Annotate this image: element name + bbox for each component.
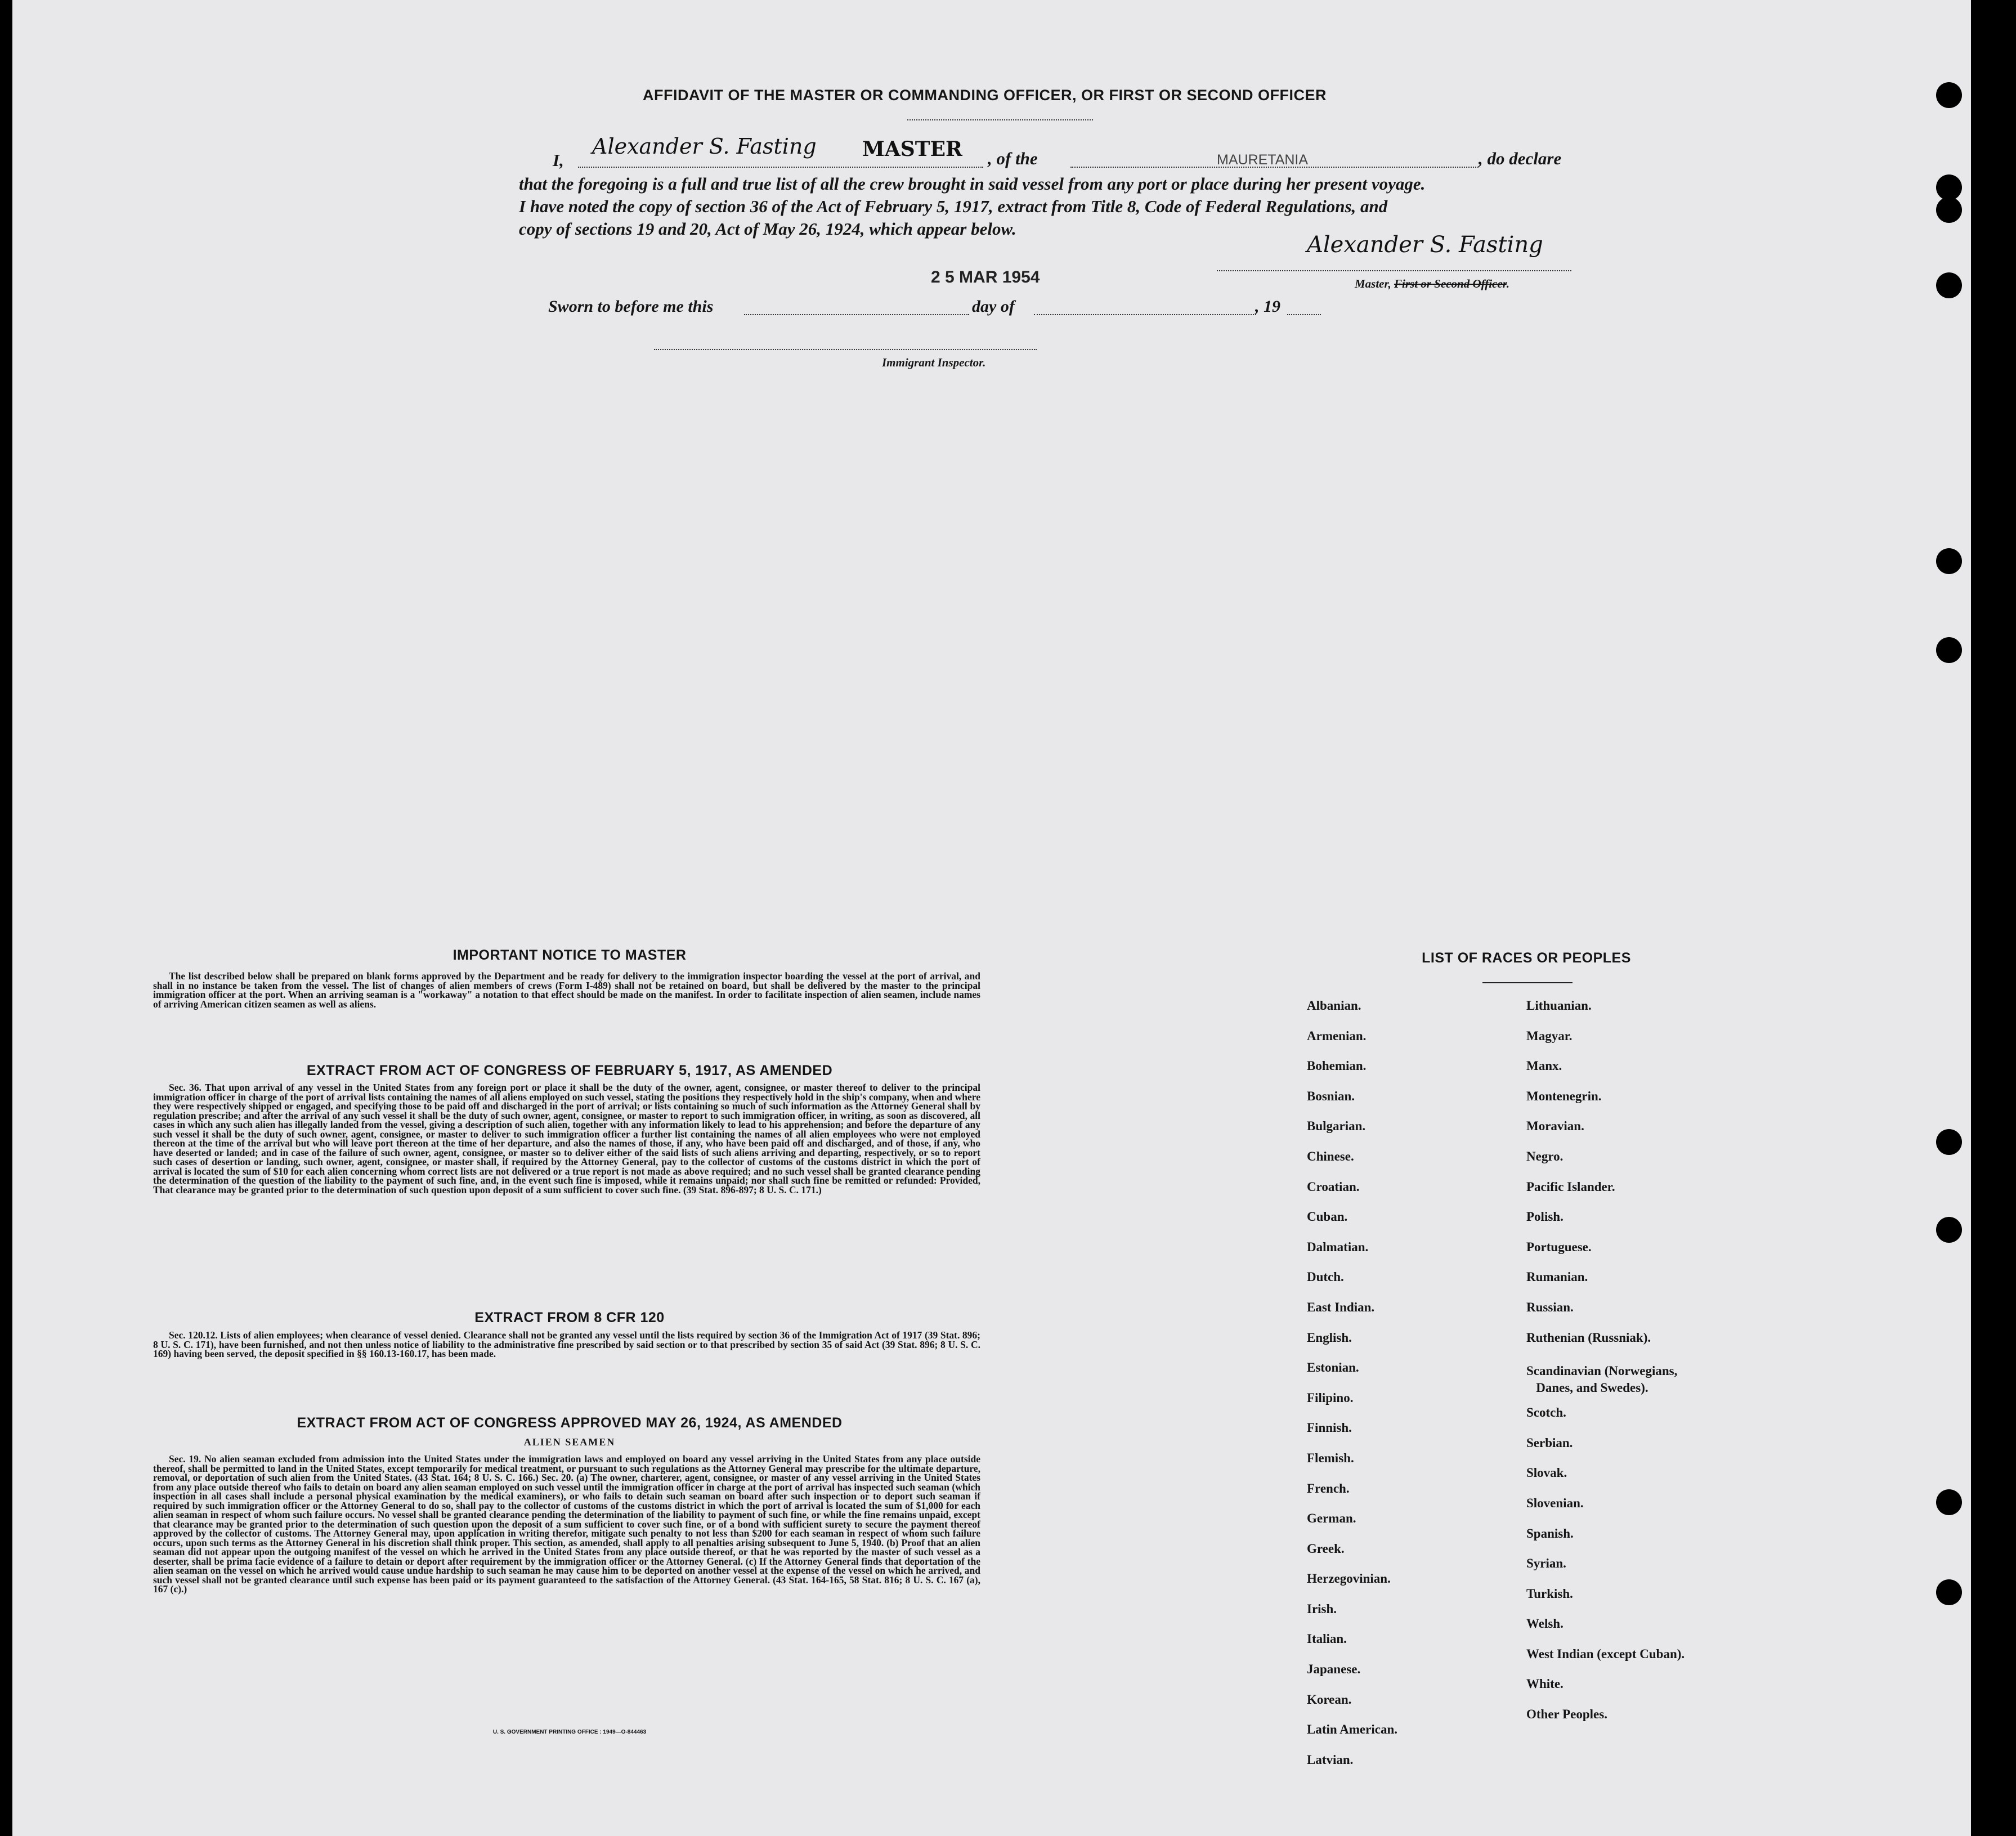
sworn-month-rule bbox=[1034, 314, 1256, 315]
punch-hole bbox=[1936, 548, 1962, 574]
race-item: Lithuanian. bbox=[1526, 998, 1592, 1013]
notice-title: IMPORTANT NOTICE TO MASTER bbox=[453, 947, 687, 963]
extract-cfr-title: EXTRACT FROM 8 CFR 120 bbox=[474, 1310, 665, 1325]
race-item: Spanish. bbox=[1526, 1526, 1574, 1541]
race-item: Ruthenian (Russniak). bbox=[1526, 1330, 1651, 1345]
extract-1924-subtitle: ALIEN SEAMEN bbox=[523, 1436, 616, 1448]
race-item: Filipino. bbox=[1307, 1390, 1354, 1405]
signature-rule bbox=[1217, 270, 1571, 271]
race-item: White. bbox=[1526, 1677, 1563, 1691]
punch-hole bbox=[1936, 637, 1962, 663]
race-item: Scandinavian (Norwegians, Danes, and Swedes). bbox=[1526, 1364, 1678, 1395]
race-item: English. bbox=[1307, 1330, 1352, 1345]
race-item: Other Peoples. bbox=[1526, 1707, 1607, 1722]
race-item: Negro. bbox=[1526, 1149, 1563, 1163]
extract-1917-text: Sec. 36. That upon arrival of any vessel in the United States from any foreign port or place it shall be the duty of the owner, agent, consignee, or master thereof to deliver to the principal immigration officer in charge of the port of arrival lists containing the names of all aliens employed on such vessel, stating the positions they respectively hold in the ship's company, when and where they were respectively shipped or engaged, and specifying those to be paid off and discharged in the port of arrival; or lists containing so much of such information as the Attorney General shall by regulation prescribe; and after the arrival of any such vessel it shall be the duty of such owner, agent, consignee, or master to report to such immigration officer, in writing, as soon as discovered, all cases in which any such alien has illegally landed from the vessel, giving a description of such alien, together with any information likely to lead to his apprehension; and before the departure of any such vessel it shall be the duty of such owner, agent, consignee, or master to deliver to such immigration officer a further list containing the names of all alien employees who were not employed thereon at the time of the arrival but who will leave port thereon at the time of her departure, and also the names of those, if any, who have been paid off and discharged, and of those, if any, who have deserted or landed; and in case of the failure of such owner, agent, consignee, or master so to deliver either of the said lists of such aliens arriving and departing, respectively, or so to report such cases of desertion or landing, such owner, agent, consignee, or master shall, if required by the Attorney General, pay to the collector of customs of the customs district in which the port of arrival is located the sum of $10 for each alien concerning whom correct lists are not delivered or a true report is not made as above required; and no such vessel shall be granted clearance pending the determination of the question of the liability to the payment of such fine, and, in the event such fine is imposed, while it remains unpaid; nor shall such fine be remitted or refunded: Provided, That clearance may be granted prior to the determination of such question upon deposit of a sum sufficient to cover such fine. (39 Stat. 896-897; 8 U. S. C. 171.) bbox=[153, 1082, 980, 1195]
inspector-caption: Immigrant Inspector. bbox=[882, 356, 986, 369]
affidavit-title: AFFIDAVIT OF THE MASTER OR COMMANDING OFFICER, OR FIRST OR SECOND OFFICER bbox=[643, 87, 1327, 104]
race-item: Manx. bbox=[1526, 1059, 1562, 1073]
notice-text: The list described below shall be prepared on blank forms approved by the Department and be ready for delivery to the immigration inspector boarding the vessel at the port of arrival, and shall in no instance be taken from the vessel. The list of changes of alien members of crews (Form I-489) shall not be retained on board, but shall be delivered by the master to the principal immigration officer at the port. When an arriving seaman is a "workaway" a notation to that effect should be made on the manifest. In order to facilitate inspection of alien seamen, include names of arriving American citizen seamen as well as aliens. bbox=[153, 970, 980, 1010]
race-item: Chinese. bbox=[1307, 1149, 1354, 1163]
race-item: Armenian. bbox=[1307, 1028, 1367, 1043]
race-item: Finnish. bbox=[1307, 1421, 1352, 1435]
races-title-rule bbox=[1482, 982, 1573, 983]
races-right-column bbox=[1526, 998, 1685, 1738]
race-item: Latvian. bbox=[1307, 1752, 1354, 1767]
sworn-prefix: Sworn to before me this bbox=[548, 297, 714, 316]
race-item: Bohemian. bbox=[1307, 1059, 1367, 1073]
sworn-year-rule bbox=[1287, 314, 1321, 315]
punch-hole bbox=[1936, 1489, 1962, 1515]
line1-mid: , of the bbox=[988, 149, 1038, 168]
line1-suffix: , do declare bbox=[1479, 149, 1562, 168]
race-item: Dalmatian. bbox=[1307, 1239, 1369, 1254]
extract-1924-text: Sec. 19. No alien seaman excluded from admission into the United States under the immigration laws and employed on board any vessel arriving in the United States from any place outside thereof, shall be permitted to land in the United States, except temporarily for medical treatment, or pursuant to such regulations as the Attorney General may prescribe for the ultimate departure, removal, or deportation of such alien from the United States. (43 Stat. 164; 8 U. S. C. 166.) Sec. 20. (a) The owner, charterer, agent, consignee, or master of any vessel arriving in the United States from any place outside thereof who fails to detain on board any alien seaman employed on such vessel until the immigration officer in charge at the port of arrival has inspected such seaman (which inspection in all cases shall include a personal physical examination by the medical examiners), or who fails to detain such seaman on board after such inspection or to deport such seaman if required by such immigration officer or the Attorney General to do so, shall pay to the collector of customs of the customs district in which the port of arrival is located the sum of $1,000 for each alien seaman in respect of whom such failure occurs. No vessel shall be granted clearance pending the determination of the liability to payment of such fine, or while the fine remains unpaid, except that clearance may be granted prior to the determination of such question upon the deposit of a sum sufficient to cover such fine, or of a bond with sufficient surety to secure the payment thereof approved by the collector of customs. The Attorney General may, upon application in writing therefor, mitigate such penalty to not less than $200 for each seaman in respect of whom such failure occurs, upon such terms as the Attorney General in his discretion shall think proper. This section, as amended, shall apply to all penalties arising subsequent to June 5, 1940. (b) Proof that an alien seaman did not appear upon the outgoing manifest of the vessel on which he arrived in the United States from any place outside thereof, or that he was reported by the master of such vessel as a deserter, shall be prima facie evidence of a failure to detain or deport after requirement by the immigration officer or the Attorney General. (c) If the Attorney General finds that deportation of the alien seaman on the vessel on which he arrived would cause undue hardship to such seaman he may cause him to be deported on another vessel at the expense of the vessel on which he arrived, and such vessel shall not be granted clearance until such expense has been paid or its payment guaranteed to the satisfaction of the Attorney General. (43 Stat. 164-165, 58 Stat. 816; 8 U. S. C. 167 (a), 167 (c).) bbox=[153, 1453, 980, 1595]
race-item: German. bbox=[1307, 1511, 1356, 1526]
caption-end: . bbox=[1506, 277, 1509, 290]
signature-caption bbox=[1355, 277, 1509, 291]
race-item: Rumanian. bbox=[1526, 1270, 1588, 1284]
race-item: Korean. bbox=[1307, 1692, 1352, 1707]
race-item: Slovak. bbox=[1526, 1466, 1567, 1480]
race-item: Moravian. bbox=[1526, 1119, 1584, 1134]
affidavit-line-2: that the foregoing is a full and true list of all the crew brought in said vessel from any port or place during her present voyage. bbox=[519, 174, 1426, 194]
race-item: Serbian. bbox=[1526, 1435, 1573, 1450]
race-item: Welsh. bbox=[1526, 1616, 1563, 1631]
race-item: Montenegrin. bbox=[1526, 1089, 1602, 1103]
extract-1917-title: EXTRACT FROM ACT OF CONGRESS OF FEBRUARY 5, 1917, AS AMENDED bbox=[306, 1063, 833, 1078]
race-item: Herzegovinian. bbox=[1307, 1571, 1391, 1586]
master-signature: Alexander S. Fasting bbox=[1307, 232, 1543, 258]
race-item: East Indian. bbox=[1307, 1300, 1375, 1314]
line1-prefix: I, bbox=[553, 150, 564, 170]
race-item: Magyar. bbox=[1526, 1028, 1573, 1043]
document-page bbox=[12, 0, 1971, 1836]
race-item: Cuban. bbox=[1307, 1210, 1348, 1224]
caption-master: Master, bbox=[1355, 277, 1391, 290]
race-item: Dutch. bbox=[1307, 1270, 1344, 1284]
affidavit-line-3: I have noted the copy of section 36 of the Act of February 5, 1917, extract from Title 8, Code of Federal Regulations, and bbox=[519, 196, 1388, 216]
rank-handwritten: MASTER bbox=[862, 137, 962, 161]
punch-hole bbox=[1936, 272, 1962, 298]
sworn-day: day of bbox=[972, 297, 1015, 316]
race-item: Syrian. bbox=[1526, 1556, 1566, 1571]
date-stamp: 2 5 MAR 1954 bbox=[931, 268, 1040, 286]
race-item: Latin American. bbox=[1307, 1722, 1397, 1737]
master-name-handwritten: Alexander S. Fasting bbox=[592, 134, 817, 159]
race-item: Croatian. bbox=[1307, 1179, 1360, 1194]
race-item: Bosnian. bbox=[1307, 1089, 1355, 1103]
race-item: French. bbox=[1307, 1481, 1350, 1495]
race-item: Pacific Islander. bbox=[1526, 1179, 1615, 1194]
sworn-year: , 19 bbox=[1255, 297, 1280, 316]
inspector-rule bbox=[654, 349, 1037, 350]
affidavit-line-4: copy of sections 19 and 20, Act of May 26, 1924, which appear below. bbox=[519, 219, 1016, 239]
race-item: Japanese. bbox=[1307, 1662, 1361, 1677]
punch-hole bbox=[1936, 197, 1962, 223]
extract-1924-title: EXTRACT FROM ACT OF CONGRESS APPROVED MAY 26, 1924, AS AMENDED bbox=[297, 1415, 843, 1431]
race-item: Irish. bbox=[1307, 1601, 1337, 1616]
race-item: Turkish. bbox=[1526, 1586, 1573, 1601]
race-item: Bulgarian. bbox=[1307, 1119, 1366, 1134]
race-item: Albanian. bbox=[1307, 998, 1361, 1013]
race-item: Polish. bbox=[1526, 1210, 1563, 1224]
race-item: Russian. bbox=[1526, 1300, 1574, 1314]
title-rule bbox=[907, 119, 1093, 120]
race-item: West Indian (except Cuban). bbox=[1526, 1646, 1685, 1661]
sworn-day-rule bbox=[744, 314, 969, 315]
race-item: Estonian. bbox=[1307, 1360, 1359, 1375]
punch-hole bbox=[1936, 1579, 1962, 1605]
races-left-column bbox=[1307, 998, 1397, 1783]
race-item: Slovenian. bbox=[1526, 1495, 1584, 1510]
name-rule bbox=[578, 167, 983, 168]
race-item: Flemish. bbox=[1307, 1450, 1354, 1465]
extract-cfr-text: Sec. 120.12. Lists of alien employees; when clearance of vessel denied. Clearance shall not be granted any vessel until the lists required by section 36 of the Immigration Act of 1917 (39 Stat. 896; 8 U. S. C. 171), have been furnished, and not then unless notice of liability to the administrative fine prescribed by said section or to that prescribed by section 35 of said Act (39 Stat. 896; 8 U. S. C. 169) having been served, the deposit specified in §§ 160.13-160.17, has been made. bbox=[153, 1329, 980, 1359]
vessel-name: MAURETANIA bbox=[1217, 152, 1309, 168]
race-item: Italian. bbox=[1307, 1632, 1347, 1646]
race-item: Greek. bbox=[1307, 1541, 1345, 1556]
races-title: LIST OF RACES OR PEOPLES bbox=[1422, 950, 1631, 966]
printing-office-footer: U. S. GOVERNMENT PRINTING OFFICE : 1949—O-844463 bbox=[492, 1729, 647, 1735]
punch-hole bbox=[1936, 82, 1962, 108]
race-item: Portuguese. bbox=[1526, 1239, 1592, 1254]
race-item: Scotch. bbox=[1526, 1405, 1566, 1420]
caption-struck: First or Second Officer bbox=[1394, 277, 1507, 290]
punch-hole bbox=[1936, 1129, 1962, 1155]
punch-hole bbox=[1936, 1217, 1962, 1243]
